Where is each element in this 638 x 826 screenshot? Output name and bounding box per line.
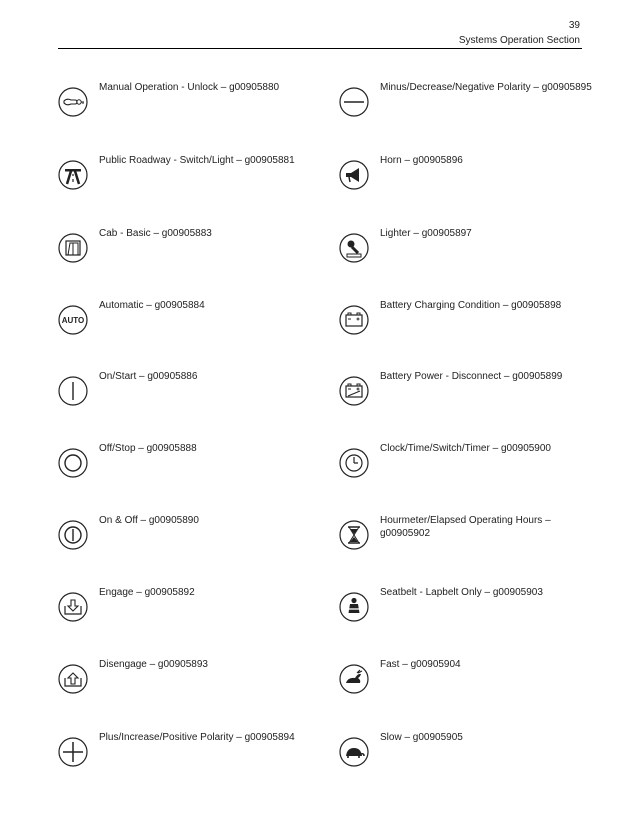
symbol-entry-plus [58,732,328,797]
auto-icon [58,305,88,335]
symbol-label: Cab - Basic – g00905883 [99,228,212,239]
plus-icon [58,737,88,767]
lighter-icon [339,233,369,263]
minus-icon [339,87,369,117]
symbol-entry-battery-disconnect [339,371,609,436]
symbol-label: Horn – g00905896 [380,155,463,166]
symbol-entry-lighter [339,228,609,293]
symbol-label: Manual Operation - Unlock – g00905880 [99,82,280,93]
symbol-entry-roadway [58,155,328,220]
symbol-entry-hourmeter [339,515,609,580]
hourglass-icon [339,520,369,550]
manual-unlock-icon [58,87,88,117]
symbol-label: Battery Charging Condition – g00905898 [380,300,562,311]
symbol-label: Slow – g00905905 [380,732,463,743]
on-start-icon [58,376,88,406]
symbol-entry-fast [339,659,609,724]
clock-icon [339,448,369,478]
symbol-entry-slow [339,732,609,797]
symbol-label: Hourmeter/Elapsed Operating Hours – g00905902 [380,515,551,539]
symbol-label: Battery Power - Disconnect – g00905899 [380,371,563,382]
symbol-label: On & Off – g00905890 [99,515,199,526]
cab-icon [58,233,88,263]
horn-icon [339,160,369,190]
symbol-entry-clock [339,443,609,508]
symbol-entry-automatic [58,300,328,365]
symbol-entry-on-start [58,371,328,436]
battery-disconnect-icon [339,376,369,406]
symbol-label: Plus/Increase/Positive Polarity – g00905894 [99,732,295,743]
symbol-entry-off-stop [58,443,328,508]
auto-icon-text: AUTO [61,316,85,325]
symbol-entry-battery-charging [339,300,609,365]
seatbelt-icon [339,592,369,622]
symbol-entry-seatbelt [339,587,609,652]
symbol-entry-horn [339,155,609,220]
on-off-icon [58,520,88,550]
symbol-label: Clock/Time/Switch/Timer – g00905900 [380,443,551,454]
symbol-entry-cab [58,228,328,293]
symbol-entry-manual-unlock [58,82,328,147]
symbol-label: Automatic – g00905884 [99,300,205,311]
roadway-icon [58,160,88,190]
slow-turtle-icon [339,737,369,767]
symbol-label: Engage – g00905892 [99,587,195,598]
fast-rabbit-icon [339,664,369,694]
symbol-label: Public Roadway - Switch/Light – g00905881 [99,155,295,166]
header-rule [58,48,582,49]
symbol-entry-engage [58,587,328,652]
symbol-label: Lighter – g00905897 [380,228,472,239]
symbol-label: Seatbelt - Lapbelt Only – g00905903 [380,587,543,598]
symbol-label: Off/Stop – g00905888 [99,443,197,454]
symbol-label: Minus/Decrease/Negative Polarity – g00905895 [380,82,592,93]
symbol-label: On/Start – g00905886 [99,371,198,382]
symbol-label: Disengage – g00905893 [99,659,208,670]
section-title: Systems Operation Section [458,35,580,46]
off-stop-icon [58,448,88,478]
battery-charging-icon [339,305,369,335]
symbol-entry-disengage [58,659,328,724]
engage-icon [58,592,88,622]
symbol-entry-minus [339,82,609,147]
page-number: 39 [568,20,580,31]
symbol-entry-on-off [58,515,328,580]
symbol-label: Fast – g00905904 [380,659,461,670]
disengage-icon [58,664,88,694]
